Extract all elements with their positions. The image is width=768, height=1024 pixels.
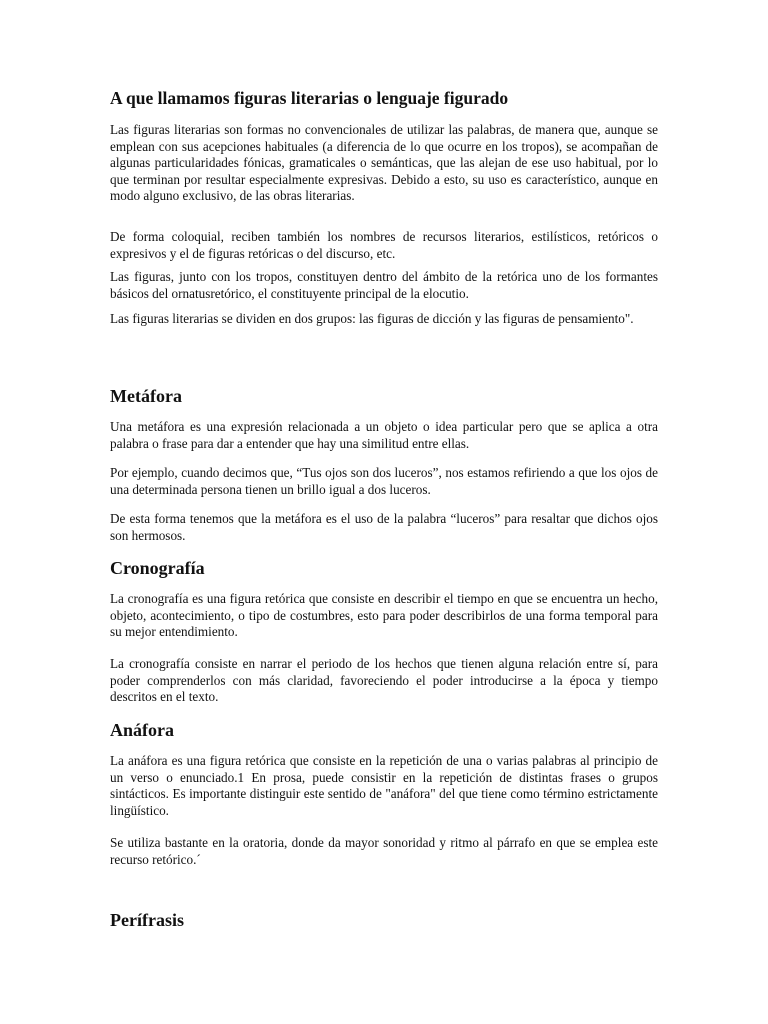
paragraph-anafora-2: Se utiliza bastante en la oratoria, donde da mayor sonoridad y ritmo al párrafo en que se emplea este recurso retórico.´	[110, 835, 658, 867]
section-heading-perifrasis: Perífrasis	[110, 910, 184, 930]
paragraph-figuras-3: Las figuras, junto con los tropos, constituyen dentro del ámbito de la retórica uno de los formantes básicos del ornatusretórico, el constituyente principal de la elocutio.	[110, 269, 658, 301]
paragraph-figuras-1: Las figuras literarias son formas no convencionales de utilizar las palabras, de manera que, aunque se emplean con sus acepciones habituales (a diferencia de lo que ocurre en los tropos), se acompañan de algunas particularidades fónicas, gramaticales o semánticas, que las alejan de ese uso habitual, por lo que terminan por resultar especialmente expresivas. Debido a esto, su uso es característico, aunque en modo alguno exclusivo, de las obras literarias.	[110, 122, 658, 204]
section-heading-cronografia: Cronografía	[110, 558, 205, 578]
section-heading-anafora: Anáfora	[110, 720, 174, 740]
paragraph-metafora-1: Una metáfora es una expresión relacionada a un objeto o idea particular pero que se aplica a otra palabra o frase para dar a entender que hay una similitud entre ellas.	[110, 419, 658, 451]
paragraph-metafora-3: De esta forma tenemos que la metáfora es el uso de la palabra “luceros” para resaltar que dichos ojos son hermosos.	[110, 511, 658, 543]
paragraph-cronografia-1: La cronografía es una figura retórica que consiste en describir el tiempo en que se encuentra un hecho, objeto, acontecimiento, o tipo de costumbres, esto para poder describirlos de una forma temporal para su mejor entendimiento.	[110, 591, 658, 640]
paragraph-figuras-2: De forma coloquial, reciben también los nombres de recursos literarios, estilísticos, retóricos o expresivos y el de figuras retóricas o del discurso, etc.	[110, 229, 658, 261]
paragraph-figuras-4: Las figuras literarias se dividen en dos grupos: las figuras de dicción y las figuras de pensamiento".	[110, 311, 634, 326]
paragraph-metafora-2: Por ejemplo, cuando decimos que, “Tus ojos son dos luceros”, nos estamos refiriendo a que los ojos de una determinada persona tienen un brillo igual a dos luceros.	[110, 465, 658, 497]
section-heading-figuras: A que llamamos figuras literarias o lenguaje figurado	[110, 88, 509, 108]
paragraph-cronografia-2: La cronografía consiste en narrar el periodo de los hechos que tienen alguna relación entre sí, para poder comprenderlos con más claridad, favoreciendo el poder introducirse a la época y tiempo descritos en el texto.	[110, 656, 658, 705]
paragraph-anafora-1: La anáfora es una figura retórica que consiste en la repetición de una o varias palabras al principio de un verso o enunciado.1 En prosa, puede consistir en la repetición de distintas frases o grupos sintácticos. Es importante distinguir este sentido de "anáfora" del que tiene como término estrictamente lingüístico.	[110, 753, 658, 818]
section-heading-metafora: Metáfora	[110, 386, 182, 406]
